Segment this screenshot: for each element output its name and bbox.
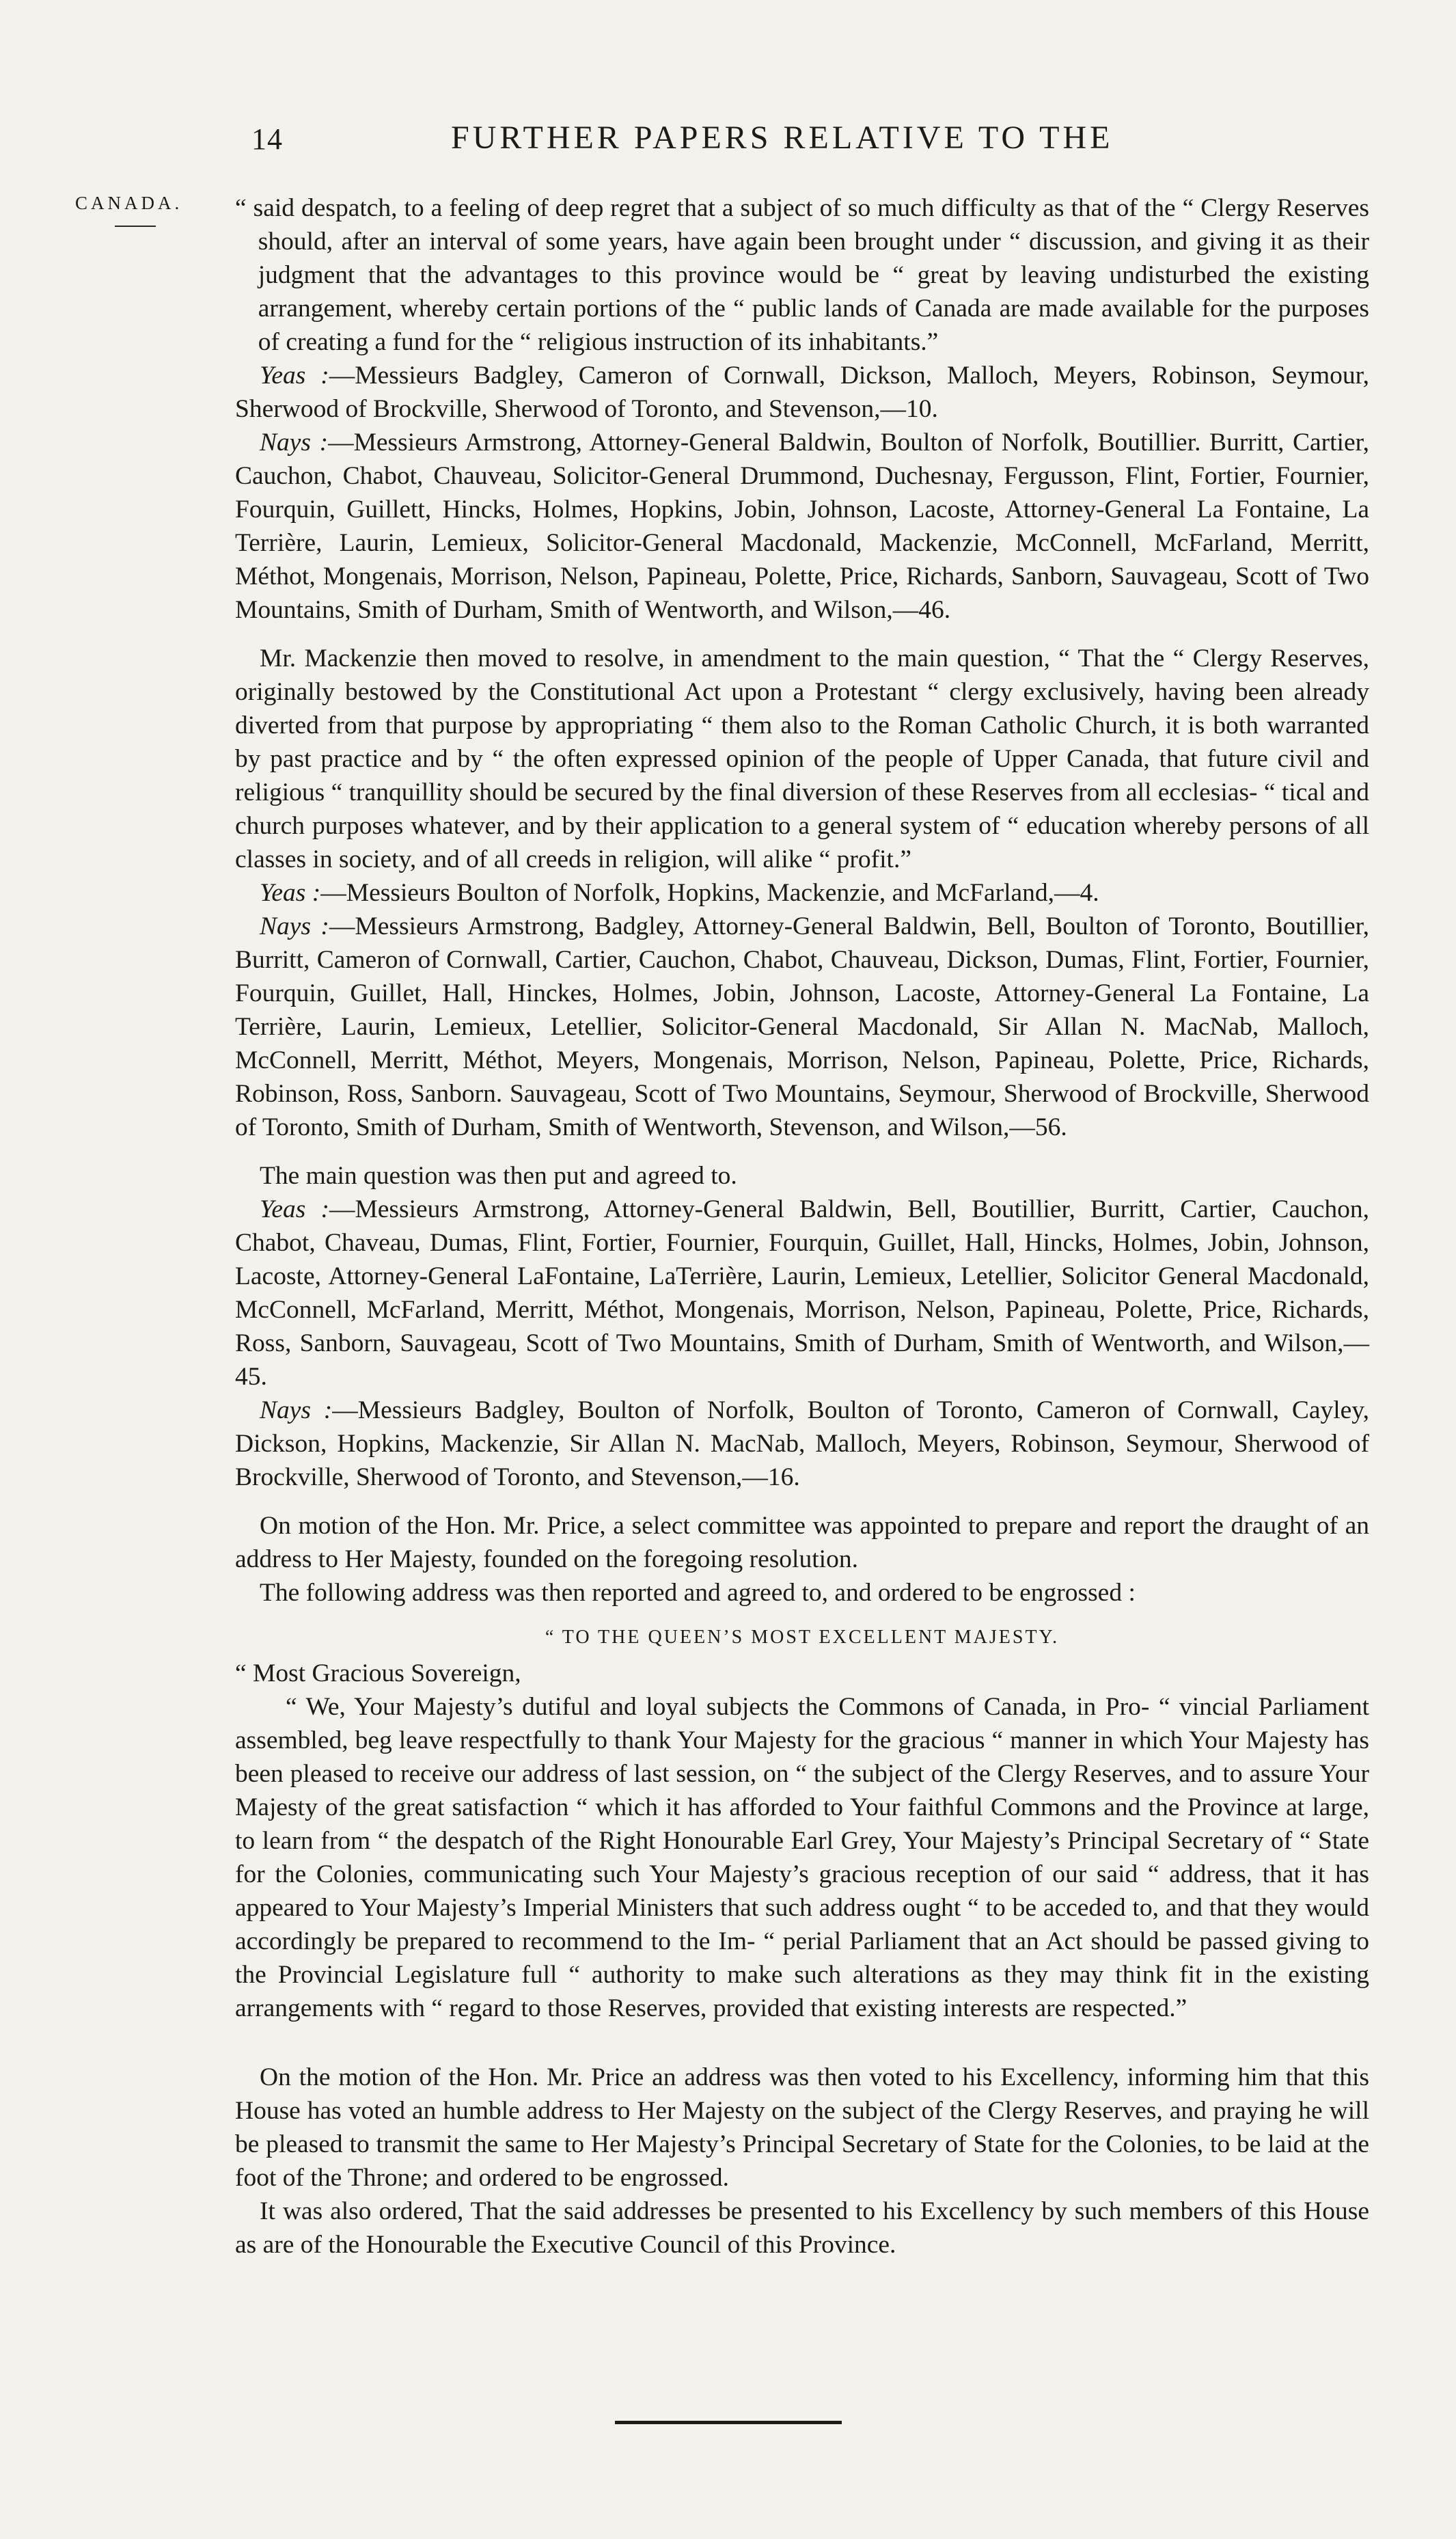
vote-label: Nays : [260, 1396, 333, 1424]
vote-label: Yeas : [260, 879, 321, 907]
order-paragraph: It was also ordered, That the said addresses be presented to his Excellency by such members of this House as are of the Honourable the Executive Council of this Province. [235, 2197, 1369, 2259]
vote-label: Yeas : [260, 362, 329, 390]
vote-label: Nays : [260, 912, 329, 940]
address-heading: “ TO THE QUEEN’S MOST EXCELLENT MAJESTY. [545, 1627, 1060, 1648]
amendment-paragraph: Mr. Mackenzie then moved to resolve, in amendment to the main question, “ That the “ Clergy Reserves, originally bestowed by the Constitutional Act upon a Protestant “ clergy exclusively, having been already diverted from that purpose by appropriating “ them also to the Roman Catholic Church, it is both warranted by past practice and by “ the often expressed opinion of the people of Upper Canada, that future civil and religious “ tranquillity should be secured by the final diversion of these Reserves from all ecclesias- “ tical and church purposes whatever, and by their application to a general system of “ education whereby persons of all classes in society, and of all creeds in religion, will alike “ profit.” [235, 644, 1369, 873]
vote-names: —Messieurs Boulton of Norfolk, Hopkins, Mackenzie, and McFarland,—4. [320, 879, 1099, 907]
yeas-vote-1 [235, 359, 1369, 426]
main-question-paragraph: The main question was then put and agreed to. [260, 1162, 737, 1190]
excellency-motion-paragraph: On the motion of the Hon. Mr. Price an address was then voted to his Excellency, informing him that this House has voted an humble address to Her Majesty on the subject of the Clergy Reserves, and praying he will be pleased to transmit the same to Her Majesty’s Principal Secretary of State for the Colonies, to be laid at the foot of the Throne; and ordered to be engrossed. [235, 2063, 1369, 2192]
nays-vote-1 [235, 426, 1369, 627]
end-rule [615, 2421, 842, 2424]
vote-names: —Messieurs Armstrong, Attorney-General Baldwin, Boulton of Norfolk, Boutillier. Burritt, Cartier, Cauchon, Chabot, Chauveau, Solicitor-General Drummond, Duchesnay, Fergusson, Flint, Fortier, Fournier, Fourquin, Guillett, Hincks, Holmes, Hopkins, Jobin, Johnson, Lacoste, Attorney-General La Fontaine, La Terrière, Laurin, Lemieux, Solicitor-General Macdonald, Mackenzie, McConnell, McFarland, Merritt, Méthot, Mongenais, Morrison, Nelson, Papineau, Polette, Price, Richards, Sanborn, Sauvageau, Scott of Two Mountains, Smith of Durham, Smith of Wentworth, and Wilson,—46. [235, 429, 1369, 624]
vote-names: —Messieurs Badgley, Boulton of Norfolk, Boulton of Toronto, Cameron of Cornwall, Cayley, Dickson, Hopkins, Mackenzie, Sir Allan N. MacNab, Malloch, Meyers, Robinson, Seymour, Sherwood of Brockville, Sherwood of Toronto, and Stevenson,—16. [235, 1396, 1369, 1491]
address-body: “ We, Your Majesty’s dutiful and loyal subjects the Commons of Canada, in Pro- “ vincial Parliament assembled, beg leave respectfully to thank Your Majesty for the gracious “ manner in which Your Majesty has been pleased to receive our address of last session, on “ the subject of the Clergy Reserves, and to assure Your Majesty of the great satisfaction “ which it has afforded to Your faithful Commons and the Province at large, to learn from “ the despatch of the Right Honourable Earl Grey, Your Majesty’s Principal Secretary of “ State for the Colonies, communicating such Your Majesty’s gracious reception of our said “ address, that it has appeared to Your Majesty’s Imperial Ministers that such address ought “ to be acceded to, and that they would accordingly be prepared to recommend to the Im- “ perial Parliament that an Act should be passed giving to the Provincial Legislature full “ authority to make such alterations as they may think fit in the existing arrangements with “ regard to those Reserves, provided that existing interests are respected.” [235, 1693, 1369, 2022]
yeas-vote-2 [235, 876, 1369, 910]
page-number: 14 [251, 122, 283, 156]
committee-paragraph: On motion of the Hon. Mr. Price, a select committee was appointed to prepare and report the draught of an address to Her Majesty, founded on the foregoing resolution. [235, 1512, 1369, 1573]
nays-vote-2 [235, 910, 1369, 1144]
yeas-vote-3 [235, 1193, 1369, 1394]
address-reported-paragraph: The following address was then reported and agreed to, and ordered to be engrossed : [260, 1579, 1136, 1607]
vote-names: —Messieurs Armstrong, Attorney-General Baldwin, Bell, Boutillier, Burritt, Cartier, Cauchon, Chabot, Chaveau, Dumas, Flint, Fortier, Fournier, Fourquin, Guillet, Hall, Hincks, Holmes, Jobin, Johnson, Lacoste, Attorney-General LaFontaine, LaTerrière, Laurin, Lemieux, Letellier, Solicitor General Macdonald, McConnell, McFarland, Merritt, Méthot, Mongenais, Morrison, Nelson, Papineau, Polette, Price, Richards, Ross, Sanborn, Sauvageau, Scott of Two Mountains, Smith of Durham, Smith of Wentworth, and Wilson,—45. [235, 1195, 1369, 1391]
vote-names: —Messieurs Armstrong, Badgley, Attorney-General Baldwin, Bell, Boulton of Toronto, Boutillier, Burritt, Cameron of Cornwall, Cartier, Cauchon, Chabot, Chauveau, Dickson, Dumas, Flint, Fortier, Fournier, Fourquin, Guillet, Hall, Hinckes, Holmes, Jobin, Johnson, Lacoste, Attorney-General La Fontaine, La Terrière, Laurin, Lemieux, Letellier, Solicitor-General Macdonald, Sir Allan N. MacNab, Malloch, McConnell, Merritt, Méthot, Meyers, Mongenais, Morrison, Nelson, Papineau, Polette, Price, Richards, Robinson, Ross, Sanborn. Sauvageau, Scott of Two Mountains, Seymour, Sherwood of Brockville, Sherwood of Toronto, Smith of Durham, Smith of Wentworth, Stevenson, and Wilson,—56. [235, 912, 1369, 1141]
running-title: FURTHER PAPERS RELATIVE TO THE [451, 120, 1114, 156]
vote-label: Nays : [260, 429, 329, 457]
vote-label: Yeas : [260, 1195, 329, 1223]
quoted-despatch-paragraph: “ said despatch, to a feeling of deep regret that a subject of so much difficulty as that of the “ Clergy Reserves should, after an interval of some years, have again been brought under “ discussion, and giving it as their judgment that the advantages to this province would be “ great by leaving undisturbed the existing arrangement, whereby certain portions of the “ public lands of Canada are made available for the purposes of creating a fund for the “ religious instruction of its inhabitants.” [235, 194, 1369, 356]
vote-names: —Messieurs Badgley, Cameron of Cornwall, Dickson, Malloch, Meyers, Robinson, Seymour, Sherwood of Brockville, Sherwood of Toronto, and Stevenson,—10. [235, 362, 1370, 423]
nays-vote-3 [235, 1394, 1369, 1494]
margin-note: CANADA. [75, 193, 183, 213]
margin-rule [115, 226, 156, 227]
address-salutation: “ Most Gracious Sovereign, [235, 1659, 521, 1687]
document-body [235, 191, 1369, 2262]
